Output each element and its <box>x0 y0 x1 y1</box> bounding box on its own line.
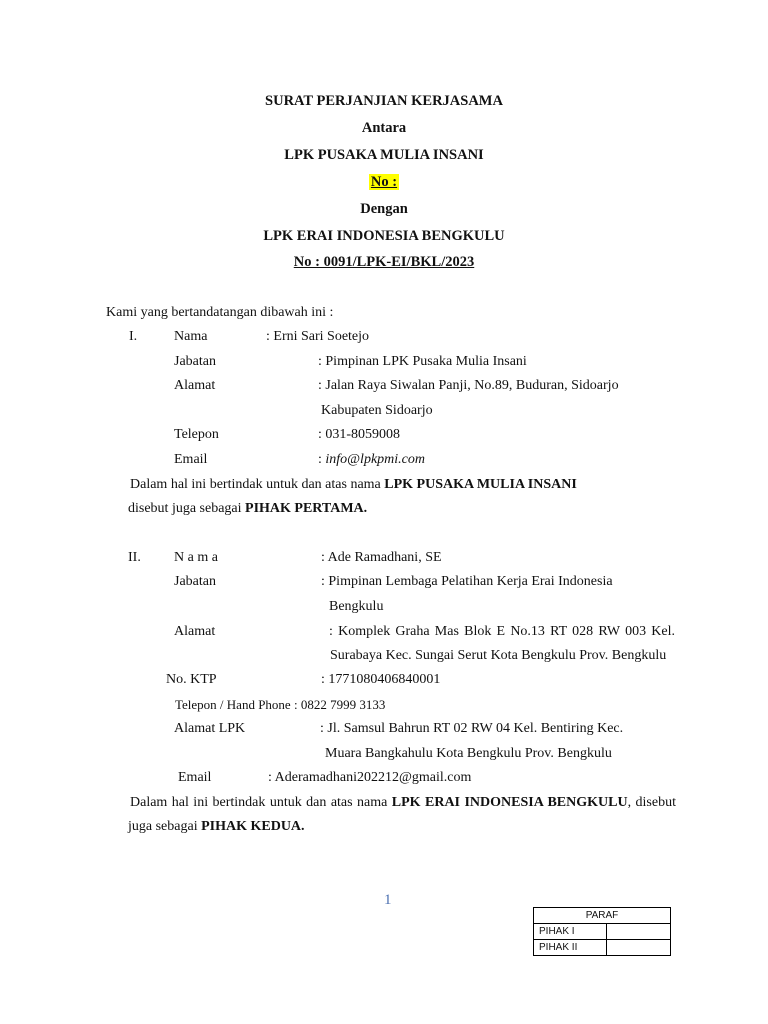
paraf-header-row <box>534 908 671 924</box>
party2-statement-line-1 <box>130 795 676 811</box>
party2-numeral: II. <box>128 550 141 565</box>
party2-nama-label: N a m a <box>174 550 218 565</box>
document-title: SURAT PERJANJIAN KERJASAMA <box>265 93 503 109</box>
party2-alamat-lpk-value-1: : Jl. Samsul Bahrun RT 02 RW 04 Kel. Bentiring Kec. <box>320 721 624 736</box>
party1-jabatan-value: : Pimpinan LPK Pusaka Mulia Insani <box>318 354 527 369</box>
party1-jabatan-label: Jabatan <box>174 354 216 369</box>
party2-statement-2-pre: juga sebagai <box>128 819 202 834</box>
party2-telepon-line: Telepon / Hand Phone : 0822 7999 3133 <box>175 697 386 712</box>
party2-jabatan-label: Jabatan <box>174 574 216 589</box>
page-number: 1 <box>384 892 392 908</box>
party2-number <box>0 254 768 270</box>
party2-jabatan-value-1: : Pimpinan Lembaga Pelatihan Kerja Erai Indonesia <box>321 574 613 589</box>
paraf-row-pihak-2 <box>534 940 671 956</box>
party1-nama-value: : Erni Sari Soetejo <box>266 329 370 344</box>
party1-numeral: I. <box>129 329 138 344</box>
party2-alamat-value-2: Surabaya Kec. Sungai Serut Kota Bengkulu Prov. Bengkulu <box>330 648 667 663</box>
party1-alamat-value-2: Kabupaten Sidoarjo <box>321 403 433 418</box>
party2-statement-1-org: LPK ERAI INDONESIA BENGKULU <box>391 795 628 810</box>
party1-email-colon: : <box>318 452 326 467</box>
party2-statement-1-post: , disebut <box>627 795 676 810</box>
party2-alamat-value-1: : Komplek Graha Mas Blok E No.13 RT 028 RW 003 Kel. <box>329 624 675 639</box>
paraf-pihak-2-signature-cell <box>607 940 671 956</box>
party1-alamat-label: Alamat <box>174 378 216 393</box>
party2-alamat-label: Alamat <box>174 624 216 639</box>
party2-ktp-value: : 1771080406840001 <box>321 672 441 687</box>
party1-nama-label: Nama <box>174 329 208 344</box>
party1-statement-2-pre: disebut juga sebagai <box>128 501 246 516</box>
party1-statement-1-org: LPK PUSAKA MULIA INSANI <box>384 477 577 492</box>
paraf-header: PARAF <box>534 908 671 924</box>
party1-org-title: LPK PUSAKA MULIA INSANI <box>284 147 484 163</box>
party2-statement-2-role: PIHAK KEDUA. <box>201 819 305 834</box>
paraf-pihak-1-label: PIHAK I <box>534 924 607 940</box>
party1-statement-2-role: PIHAK PERTAMA. <box>245 501 368 516</box>
party1-number-text: No : <box>370 174 398 190</box>
party2-ktp-label: No. KTP <box>166 672 217 687</box>
party1-email-field <box>318 452 425 468</box>
paraf-pihak-2-label: PIHAK II <box>534 940 607 956</box>
party1-statement-1-pre: Dalam hal ini bertindak untuk dan atas nama <box>130 477 385 492</box>
party2-number-text: No : 0091/LPK-EI/BKL/2023 <box>293 254 475 270</box>
party1-number <box>0 174 768 190</box>
party2-alamat-lpk-label: Alamat LPK <box>174 721 246 736</box>
party1-telepon-label: Telepon <box>174 427 219 442</box>
intro-text: Kami yang bertandatangan dibawah ini : <box>106 305 334 320</box>
party1-email-label: Email <box>174 452 208 467</box>
dengan-label: Dengan <box>360 201 408 217</box>
party2-statement-line-2 <box>128 819 305 835</box>
party2-org-title: LPK ERAI INDONESIA BENGKULU <box>263 228 505 244</box>
party2-statement-1-pre: Dalam hal ini bertindak untuk dan atas nama <box>130 795 392 810</box>
party1-email-link[interactable]: info@lpkpmi.com <box>325 452 425 467</box>
party2-email-value: : Aderamadhani202212@gmail.com <box>268 770 472 785</box>
party1-telepon-value: : 031-8059008 <box>318 427 401 442</box>
party1-statement-line-1 <box>130 477 577 493</box>
paraf-pihak-1-signature-cell <box>607 924 671 940</box>
party1-alamat-value-1: : Jalan Raya Siwalan Panji, No.89, Buduran, Sidoarjo <box>318 378 619 393</box>
paraf-table <box>533 907 671 956</box>
party2-jabatan-value-2: Bengkulu <box>329 599 384 614</box>
antara-label: Antara <box>361 120 407 136</box>
party1-statement-line-2 <box>128 501 367 517</box>
party2-alamat-lpk-value-2: Muara Bangkahulu Kota Bengkulu Prov. Bengkulu <box>325 746 612 761</box>
party2-nama-value: : Ade Ramadhani, SE <box>321 550 442 565</box>
paraf-row-pihak-1 <box>534 924 671 940</box>
party2-email-label: Email <box>178 770 212 785</box>
